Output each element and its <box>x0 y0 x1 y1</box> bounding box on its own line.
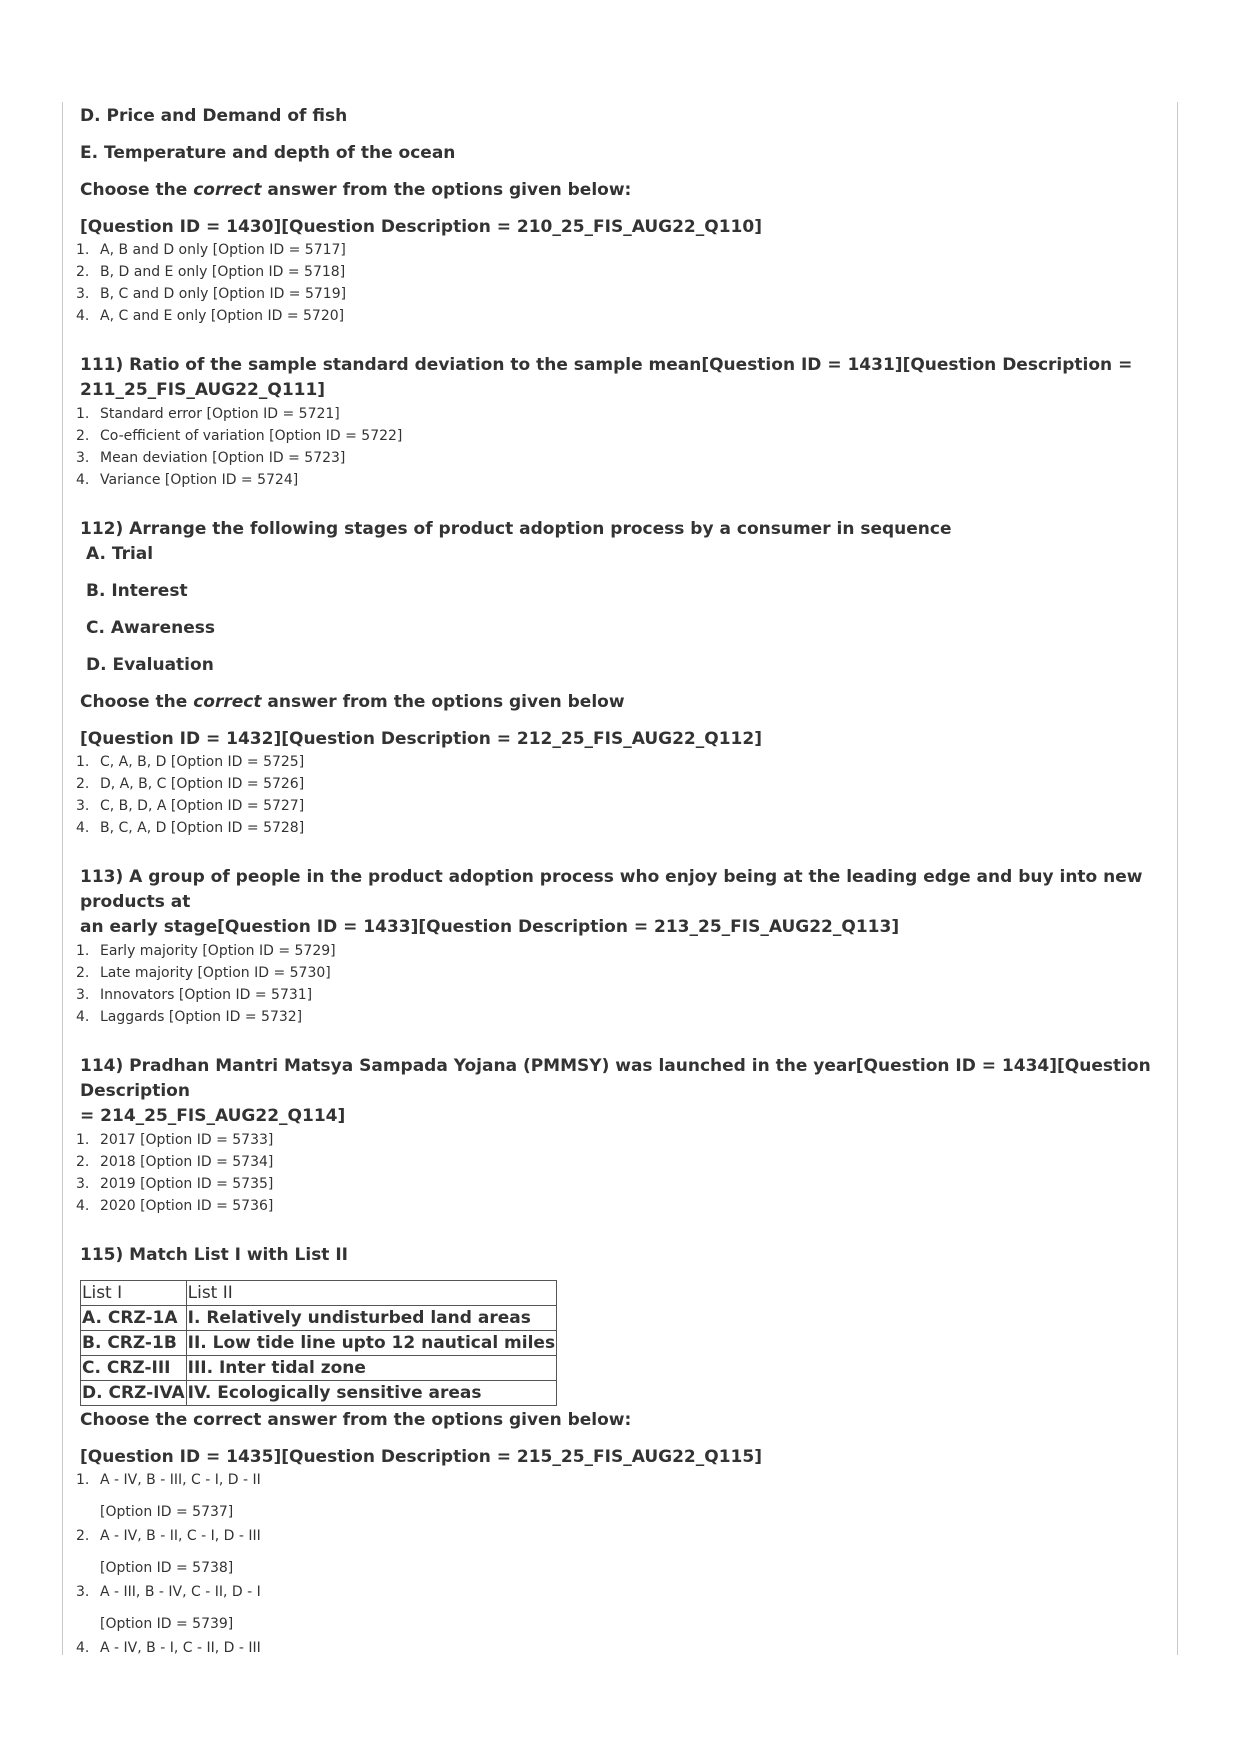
option-text: Co-efficient of variation [Option ID = 5722] <box>100 428 403 444</box>
table-cell: I. Relatively undisturbed land areas <box>186 1306 556 1331</box>
option-item[interactable] <box>66 1581 1166 1637</box>
statement-d: D. Price and Demand of fish <box>80 106 348 126</box>
option-item[interactable] <box>66 1195 1166 1217</box>
table-row <box>81 1306 557 1331</box>
option-item[interactable] <box>66 817 1166 839</box>
question-114 <box>66 1054 1166 1217</box>
option-number: 4. <box>76 1009 90 1025</box>
choose-instruction <box>80 178 1166 202</box>
option-list <box>66 403 1166 491</box>
question-text-line-2: 211_25_FIS_AUG22_Q111] <box>80 380 326 400</box>
table-cell: II. Low tide line upto 12 nautical miles <box>186 1331 556 1356</box>
option-text: A, B and D only [Option ID = 5717] <box>100 242 346 258</box>
option-text: Innovators [Option ID = 5731] <box>100 987 313 1003</box>
question-115 <box>66 1243 1166 1659</box>
question-text: 112) Arrange the following stages of product adoption process by a consumer in sequence <box>80 519 952 539</box>
option-number: 3. <box>76 1176 90 1192</box>
option-number: 1. <box>76 406 90 422</box>
option-list <box>66 1129 1166 1217</box>
question-id-line: [Question ID = 1435][Question Description = 215_25_FIS_AUG22_Q115] <box>80 1447 762 1467</box>
table-cell: D. CRZ-IVA <box>81 1381 187 1406</box>
choose-emphasis: correct <box>193 692 262 712</box>
option-text: A, C and E only [Option ID = 5720] <box>100 308 345 324</box>
option-id: [Option ID = 5737] <box>100 1504 234 1520</box>
option-number: 1. <box>76 943 90 959</box>
option-item[interactable] <box>66 283 1166 305</box>
choose-suffix: answer from the options given below: <box>261 180 632 200</box>
table-cell: A. CRZ-1A <box>81 1306 187 1331</box>
option-number: 2. <box>76 1528 90 1544</box>
option-number: 1. <box>76 242 90 258</box>
question-text-line-2: = 214_25_FIS_AUG22_Q114] <box>80 1106 346 1126</box>
table-cell: List II <box>186 1281 556 1306</box>
option-number: 2. <box>76 776 90 792</box>
option-text: A - IV, B - III, C - I, D - II <box>100 1472 261 1488</box>
option-number: 4. <box>76 472 90 488</box>
option-item[interactable] <box>66 1129 1166 1151</box>
stage-a: A. Trial <box>86 544 154 564</box>
table-cell: List I <box>81 1281 187 1306</box>
option-list <box>66 751 1166 839</box>
option-text: Variance [Option ID = 5724] <box>100 472 299 488</box>
option-text: A - IV, B - I, C - II, D - III <box>100 1640 261 1656</box>
option-item[interactable] <box>66 469 1166 491</box>
choose-instruction <box>80 690 1166 714</box>
option-number: 4. <box>76 820 90 836</box>
question-text-line-1: 113) A group of people in the product adoption process who enjoy being at the leading edge and buy into new products at <box>80 867 1143 912</box>
table-row <box>81 1356 557 1381</box>
option-text: B, D and E only [Option ID = 5718] <box>100 264 346 280</box>
option-item[interactable] <box>66 751 1166 773</box>
option-item[interactable] <box>66 1525 1166 1581</box>
option-item[interactable] <box>66 1006 1166 1028</box>
table-row <box>81 1281 557 1306</box>
option-number: 1. <box>76 754 90 770</box>
table-row <box>81 1381 557 1406</box>
option-item[interactable] <box>66 403 1166 425</box>
option-item[interactable] <box>66 261 1166 283</box>
stage-b: B. Interest <box>86 581 188 601</box>
option-text: B, C, A, D [Option ID = 5728] <box>100 820 305 836</box>
question-text: 115) Match List I with List II <box>80 1245 349 1265</box>
option-text: C, A, B, D [Option ID = 5725] <box>100 754 305 770</box>
option-id: [Option ID = 5738] <box>100 1560 234 1576</box>
choose-suffix: answer from the options given below <box>261 692 625 712</box>
option-number: 3. <box>76 987 90 1003</box>
option-number: 4. <box>76 1640 90 1656</box>
option-number: 4. <box>76 1198 90 1214</box>
option-text: 2019 [Option ID = 5735] <box>100 1176 274 1192</box>
stage-d: D. Evaluation <box>86 655 214 675</box>
option-item[interactable] <box>66 1173 1166 1195</box>
option-text: Late majority [Option ID = 5730] <box>100 965 331 981</box>
option-number: 1. <box>76 1472 90 1488</box>
option-text: C, B, D, A [Option ID = 5727] <box>100 798 305 814</box>
option-item[interactable] <box>66 962 1166 984</box>
choose-prefix: Choose the <box>80 692 194 712</box>
question-text-line-1: 114) Pradhan Mantri Matsya Sampada Yojana (PMMSY) was launched in the year[Question ID = 1434][Question Description <box>80 1056 1151 1101</box>
option-number: 2. <box>76 264 90 280</box>
option-text: Early majority [Option ID = 5729] <box>100 943 336 959</box>
question-id-line: [Question ID = 1430][Question Description = 210_25_FIS_AUG22_Q110] <box>80 217 762 237</box>
option-item[interactable] <box>66 1469 1166 1525</box>
option-list <box>66 1469 1166 1659</box>
option-item[interactable] <box>66 773 1166 795</box>
statement-e: E. Temperature and depth of the ocean <box>80 143 456 163</box>
option-number: 2. <box>76 965 90 981</box>
option-text: A - IV, B - II, C - I, D - III <box>100 1528 261 1544</box>
question-text-line-1: 111) Ratio of the sample standard deviation to the sample mean[Question ID = 1431][Question Description = <box>80 355 1133 375</box>
option-number: 3. <box>76 286 90 302</box>
question-113 <box>66 865 1166 1028</box>
option-text: 2018 [Option ID = 5734] <box>100 1154 274 1170</box>
option-item[interactable] <box>66 1637 1166 1659</box>
option-item[interactable] <box>66 940 1166 962</box>
option-item[interactable] <box>66 239 1166 261</box>
option-number: 3. <box>76 798 90 814</box>
option-text: Standard error [Option ID = 5721] <box>100 406 340 422</box>
option-text: D, A, B, C [Option ID = 5726] <box>100 776 305 792</box>
option-number: 1. <box>76 1132 90 1148</box>
option-item[interactable] <box>66 1151 1166 1173</box>
option-text: 2020 [Option ID = 5736] <box>100 1198 274 1214</box>
question-112 <box>66 517 1166 839</box>
stage-c: C. Awareness <box>86 618 215 638</box>
option-number: 2. <box>76 1154 90 1170</box>
choose-prefix: Choose the <box>80 180 194 200</box>
choose-instruction: Choose the correct answer from the options given below: <box>80 1410 632 1430</box>
table-cell: C. CRZ-III <box>81 1356 187 1381</box>
match-list-table <box>80 1280 557 1406</box>
option-text: 2017 [Option ID = 5733] <box>100 1132 274 1148</box>
option-number: 4. <box>76 308 90 324</box>
question-text-line-2: an early stage[Question ID = 1433][Question Description = 213_25_FIS_AUG22_Q113] <box>80 917 900 937</box>
choose-emphasis: correct <box>193 180 262 200</box>
option-item[interactable] <box>66 984 1166 1006</box>
option-number: 3. <box>76 450 90 466</box>
table-cell: IV. Ecologically sensitive areas <box>186 1381 556 1406</box>
table-row <box>81 1331 557 1356</box>
question-paper-content <box>66 104 1166 1685</box>
option-item[interactable] <box>66 447 1166 469</box>
option-item[interactable] <box>66 795 1166 817</box>
option-item[interactable] <box>66 305 1166 327</box>
option-id: [Option ID = 5739] <box>100 1616 234 1632</box>
table-cell: III. Inter tidal zone <box>186 1356 556 1381</box>
question-111 <box>66 353 1166 491</box>
option-text: Mean deviation [Option ID = 5723] <box>100 450 346 466</box>
option-text: A - III, B - IV, C - II, D - I <box>100 1584 261 1600</box>
option-text: B, C and D only [Option ID = 5719] <box>100 286 347 302</box>
table-cell: B. CRZ-1B <box>81 1331 187 1356</box>
question-id-line: [Question ID = 1432][Question Description = 212_25_FIS_AUG22_Q112] <box>80 729 762 749</box>
option-number: 3. <box>76 1584 90 1600</box>
option-item[interactable] <box>66 425 1166 447</box>
option-number: 2. <box>76 428 90 444</box>
question-110-continuation <box>66 104 1166 327</box>
option-list <box>66 239 1166 327</box>
option-text: Laggards [Option ID = 5732] <box>100 1009 303 1025</box>
option-list <box>66 940 1166 1028</box>
